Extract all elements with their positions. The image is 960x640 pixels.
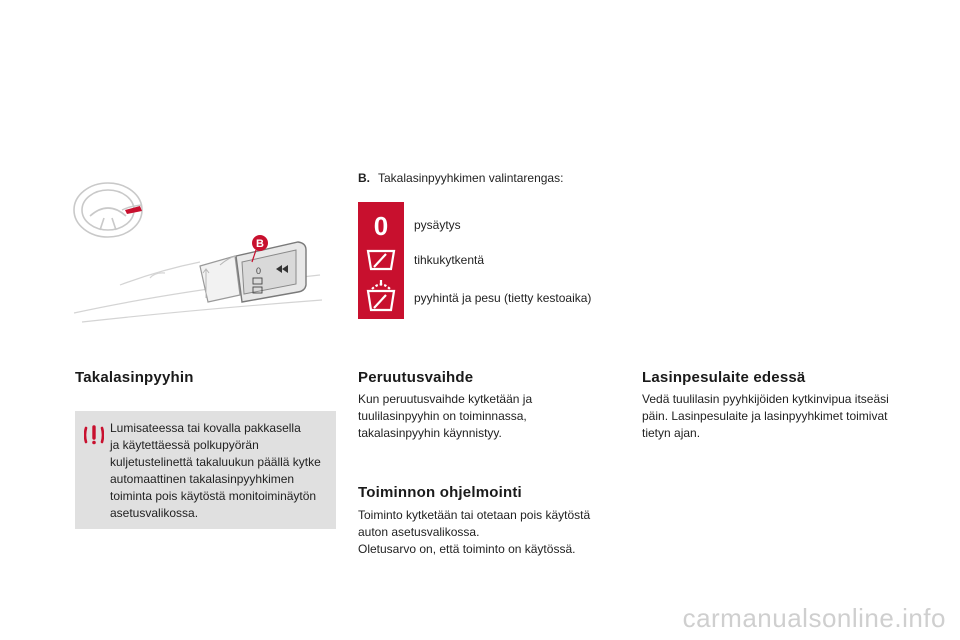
ring-icon-column [358, 202, 404, 319]
warning-icon [84, 425, 104, 445]
paragraph-line: Kun peruutusvaihde kytketään ja [358, 392, 533, 406]
ring-legend-label: B. [358, 171, 370, 185]
peruutusvaihde-text [358, 391, 608, 442]
svg-text:0: 0 [373, 211, 389, 241]
paragraph-line: Toiminto kytketään tai otetaan pois käytöstä [358, 508, 591, 522]
warning-line: toiminta pois käytöstä monitoiminäytön [110, 489, 317, 503]
svg-text:0: 0 [256, 266, 262, 276]
paragraph-line: tuulilasinpyyhin on toiminnassa, [358, 409, 527, 423]
paragraph-line: Vedä tuulilasin pyyhkijöiden kytkinvipua itseäsi [642, 392, 889, 406]
ring-legend-heading [358, 171, 563, 185]
ohjelmointi-title: Toiminnon ohjelmointi [358, 484, 522, 501]
warning-line: ja käytettäessä polkupyörän [110, 438, 259, 452]
paragraph-line: tietyn ajan. [642, 426, 701, 440]
wiper-stalk-illustration [60, 170, 330, 330]
ring-legend-title: Takalasinpyyhkimen valintarengas: [378, 171, 564, 185]
lasinpesulaite-text [642, 391, 922, 442]
legend-item-stop: pysäytys [414, 218, 461, 232]
lasinpesulaite-title: Lasinpesulaite edessä [642, 369, 806, 386]
legend-item-wipe-wash: pyyhintä ja pesu (tietty kestoaika) [414, 291, 592, 305]
warning-line: automaattinen takalasinpyyhkimen [110, 472, 295, 486]
stalk-drawing [60, 170, 330, 330]
peruutusvaihde-title: Peruutusvaihde [358, 369, 474, 386]
warning-box [75, 411, 336, 529]
paragraph-line: päin. Lasinpesulaite ja lasinpyyhkimet toimivat [642, 409, 888, 423]
warning-line: Lumisateessa tai kovalla pakkasella [110, 421, 301, 435]
warning-line: kuljetustelinettä takaluukun päällä kytke [110, 455, 321, 469]
legend-item-intermittent: tihkukytkentä [414, 253, 485, 267]
intermittent-wipe-icon [368, 251, 394, 269]
watermark: carmanualsonline.info [682, 603, 946, 633]
wipe-wash-icon [368, 280, 394, 310]
ohjelmointi-text [358, 507, 618, 558]
warning-line: asetusvalikossa. [110, 506, 199, 520]
paragraph-line: takalasinpyyhin käynnistyy. [358, 426, 502, 440]
paragraph-line: auton asetusvalikossa. [358, 525, 480, 539]
stop-zero-icon [374, 211, 388, 241]
paragraph-line: Oletusarvo on, että toiminto on käytössä. [358, 542, 576, 556]
callout-b-label: B [256, 238, 264, 250]
warning-text [110, 420, 330, 522]
takalasinpyyhin-title: Takalasinpyyhin [75, 369, 194, 386]
